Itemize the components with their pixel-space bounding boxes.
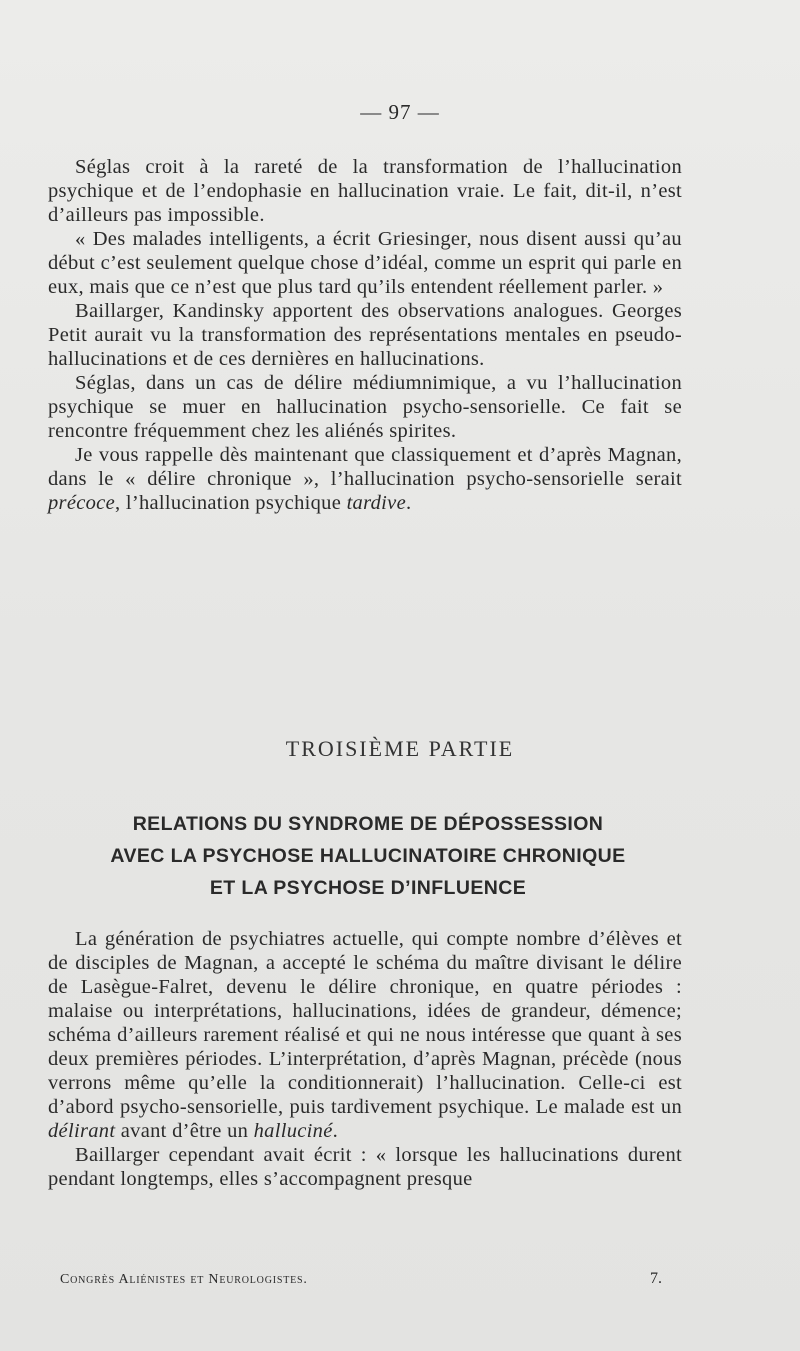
italic-term: halluciné: [253, 1120, 333, 1142]
chapter-title-line: AVEC LA PSYCHOSE HALLUCINATOIRE CHRONIQUE: [110, 845, 626, 867]
chapter-title: [48, 808, 688, 904]
paragraph-magnan: [48, 443, 682, 515]
text-run: , l’hallucination psychique: [114, 492, 347, 514]
text-block-top: [48, 155, 682, 515]
text-run: La génération de psychiatres actuelle, qui compte nombre d’élèves et de disciples de Magnan, a accepté le schéma du maître divisant le délire de Lasègue-Falret, devenu le délire chronique, en quatre périodes : malaise ou interprétations, hallucinations, idées de grandeur, démence; schéma d’ailleurs rarement réalisé et qui ne nous intéresse que quant à ses deux premières périodes. L’interprétation, d’après Magnan, précède (nous verrons même qu’elle la conditionnerait) l’hallucination. Celle-ci est d’abord psycho-sensorielle, puis tardivement psychique. Le malade est un: [48, 928, 682, 1118]
italic-term: tardive: [346, 492, 406, 514]
part-title: TROISIÈME PARTIE: [285, 736, 515, 761]
paragraph-seglas: Séglas croit à la rareté de la transformation de l’hallucination psychique et de l’endophasie en hallucination vraie. Le fait, dit-il, n’est d’ailleurs pas impossible.: [48, 156, 682, 226]
chapter-title-line: ET LA PSYCHOSE D’INFLUENCE: [209, 877, 527, 899]
text-block-bottom: [48, 927, 682, 1191]
italic-term: délirant: [48, 1120, 116, 1142]
footer-signature-mark: 7.: [650, 1270, 662, 1287]
page-number: — 97 —: [360, 100, 440, 124]
paragraph-baillarger: Baillarger, Kandinsky apportent des observations analogues. Georges Petit aurait vu la transformation des représentations mentales en pseudo-hallucinations et de ces dernières en hallucinations.: [48, 300, 682, 370]
paragraph-baillarger-last: Baillarger cependant avait écrit : « lorsque les hallucinations durent pendant longtemps, elles s’accompagnent presque: [48, 1144, 682, 1190]
text-run: avant d’être un: [115, 1120, 254, 1142]
chapter-title-line: RELATIONS DU SYNDROME DE DÉPOSSESSION: [132, 813, 604, 835]
paragraph-generation: [48, 927, 682, 1143]
text-run: .: [332, 1120, 339, 1142]
text-run: Je vous rappelle dès maintenant que classiquement et d’après Magnan, dans le « délire chronique », l’hallucination psycho-sensorielle serait: [48, 444, 682, 490]
paragraph-seglas-mediumnimique: Séglas, dans un cas de délire médiumnimique, a vu l’hallucination psychique se muer en hallucination psycho-sensorielle. Ce fait se rencontre fréquemment chez les aliénés spirites.: [48, 372, 682, 442]
footer-publication: Congrès Aliénistes et Neurologistes.: [60, 1272, 308, 1287]
paragraph-griesinger: « Des malades intelligents, a écrit Griesinger, nous disent aussi qu’au début c’est seulement quelque chose d’idéal, comme un esprit qui parle en eux, mais que ce n’est que plus tard qu’ils entendent réellement parler. »: [48, 228, 682, 298]
text-run: .: [405, 492, 412, 514]
italic-term: précoce: [48, 492, 115, 514]
